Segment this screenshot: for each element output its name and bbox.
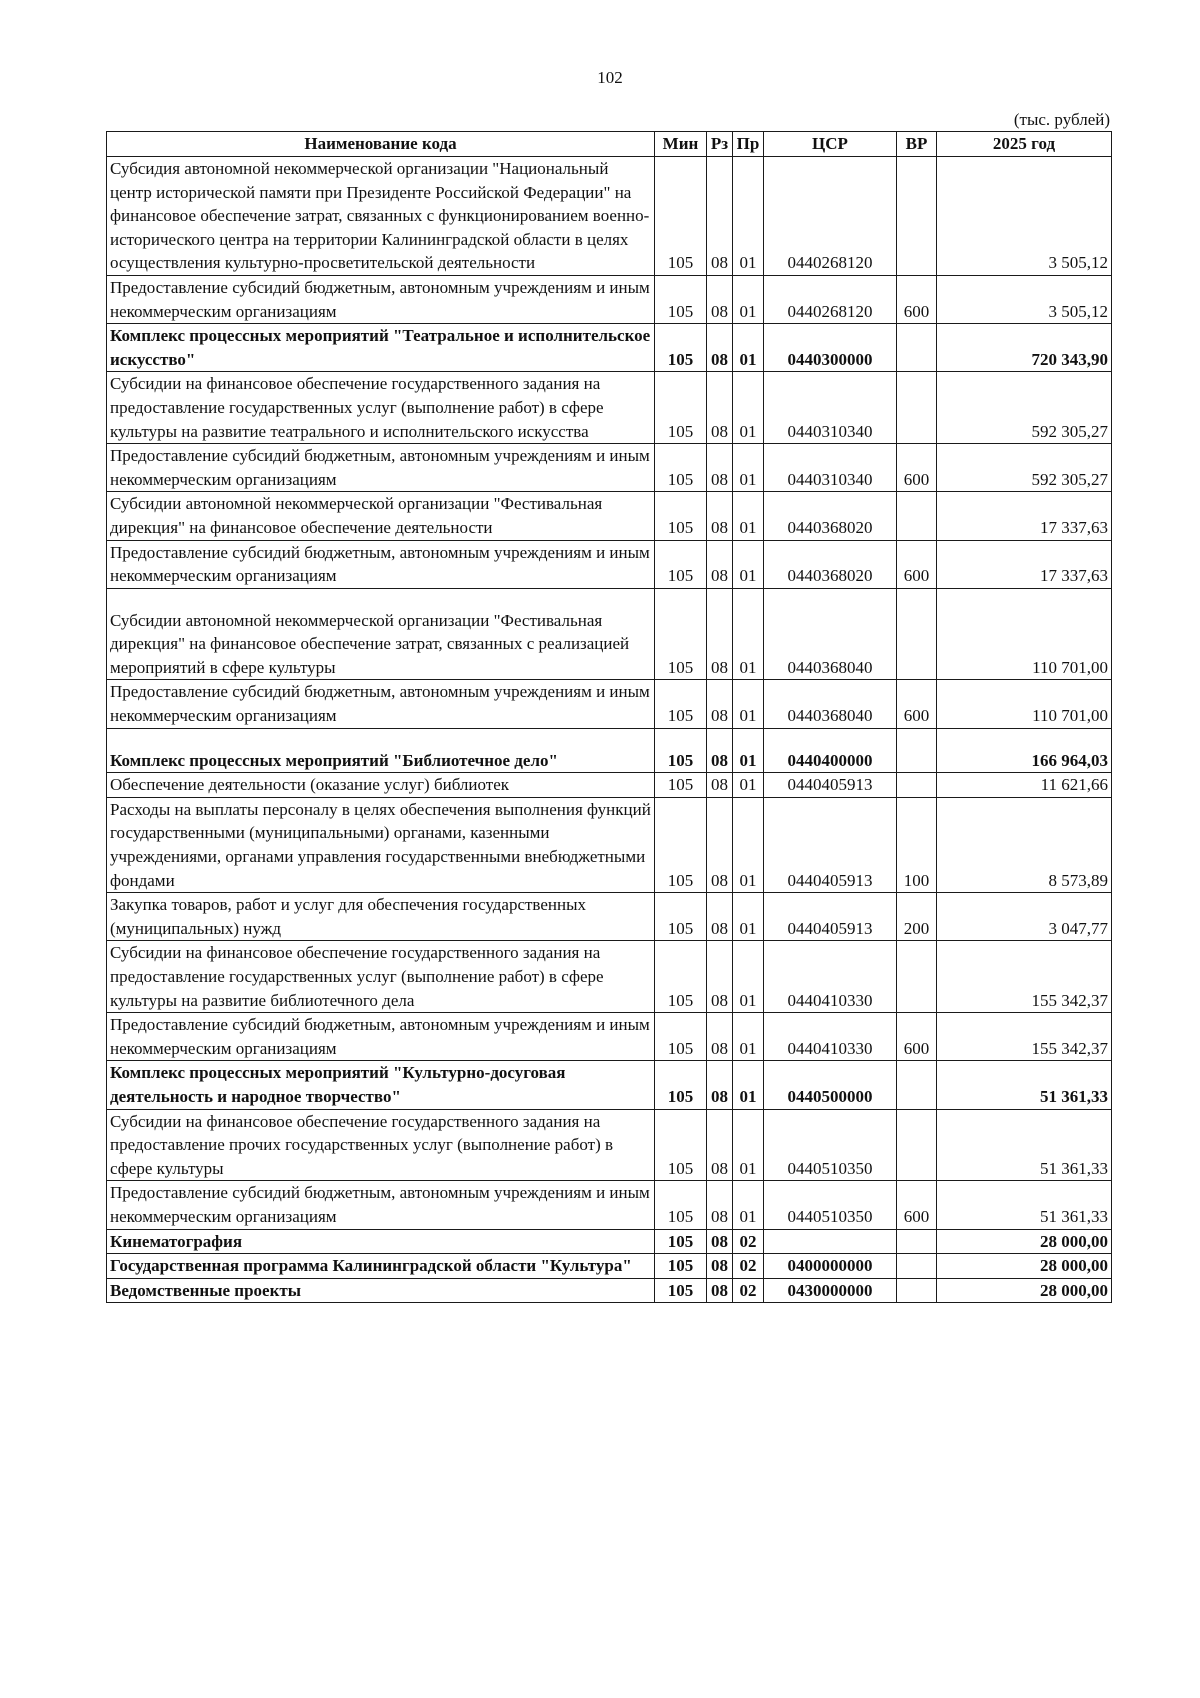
row-amount: 110 701,00 [937, 588, 1112, 680]
row-vr [897, 1278, 937, 1303]
row-amount: 17 337,63 [937, 492, 1112, 540]
table-row [107, 893, 1112, 941]
row-min: 105 [655, 588, 707, 680]
row-name: Субсидии автономной некоммерческой организации "Фестивальная дирекция" на финансовое обеспечение деятельности [107, 492, 655, 540]
row-vr [897, 157, 937, 276]
row-rz: 08 [707, 1061, 733, 1109]
row-name: Государственная программа Калининградской области "Культура" [107, 1254, 655, 1279]
page-number: 102 [597, 68, 623, 87]
row-min: 105 [655, 540, 707, 588]
row-vr [897, 1061, 937, 1109]
row-name: Предоставление субсидий бюджетным, автономным учреждениям и иным некоммерческим организациям [107, 1181, 655, 1229]
row-amount: 28 000,00 [937, 1254, 1112, 1279]
row-min: 105 [655, 1229, 707, 1254]
row-pr: 01 [733, 588, 764, 680]
row-csr: 0440368020 [764, 492, 897, 540]
column-header-name: Наименование кода [107, 132, 655, 157]
row-name: Субсидии на финансовое обеспечение государственного задания на предоставление государственных услуг (выполнение работ) в сфере культуры на развитие библиотечного дела [107, 941, 655, 1013]
table-row [107, 444, 1112, 492]
table-row [107, 680, 1112, 728]
row-amount: 3 047,77 [937, 893, 1112, 941]
row-pr: 02 [733, 1254, 764, 1279]
row-csr: 0440268120 [764, 157, 897, 276]
column-header-rz: Рз [707, 132, 733, 157]
row-name: Комплекс процессных мероприятий "Культурно-досуговая деятельность и народное творчество" [107, 1061, 655, 1109]
row-amount: 592 305,27 [937, 372, 1112, 444]
column-header-min: Мин [655, 132, 707, 157]
row-csr: 0440410330 [764, 1013, 897, 1061]
row-amount: 155 342,37 [937, 1013, 1112, 1061]
row-vr: 600 [897, 540, 937, 588]
row-pr: 01 [733, 728, 764, 773]
row-rz: 08 [707, 1254, 733, 1279]
table-row [107, 492, 1112, 540]
table-row [107, 1181, 1112, 1229]
row-min: 105 [655, 728, 707, 773]
table-row [107, 1278, 1112, 1303]
row-name: Предоставление субсидий бюджетным, автономным учреждениям и иным некоммерческим организациям [107, 1013, 655, 1061]
row-vr [897, 1254, 937, 1279]
table-header-row [107, 132, 1112, 157]
row-min: 105 [655, 1109, 707, 1181]
row-csr: 0440405913 [764, 797, 897, 892]
table-row [107, 1013, 1112, 1061]
row-vr [897, 1109, 937, 1181]
row-pr: 02 [733, 1278, 764, 1303]
column-header-pr: Пр [733, 132, 764, 157]
row-csr: 0440510350 [764, 1181, 897, 1229]
row-pr: 02 [733, 1229, 764, 1254]
row-amount: 3 505,12 [937, 275, 1112, 323]
row-name: Предоставление субсидий бюджетным, автономным учреждениям и иным некоммерческим организациям [107, 680, 655, 728]
row-csr: 0440368020 [764, 540, 897, 588]
row-rz: 08 [707, 275, 733, 323]
row-amount: 720 343,90 [937, 324, 1112, 372]
row-csr: 0440410330 [764, 941, 897, 1013]
row-rz: 08 [707, 1181, 733, 1229]
row-csr: 0440405913 [764, 893, 897, 941]
table-row [107, 372, 1112, 444]
row-vr: 600 [897, 1181, 937, 1229]
row-vr: 600 [897, 1013, 937, 1061]
table-row [107, 773, 1112, 798]
table-row [107, 728, 1112, 773]
row-name: Предоставление субсидий бюджетным, автономным учреждениям и иным некоммерческим организациям [107, 275, 655, 323]
row-name: Субсидия автономной некоммерческой организации "Национальный центр исторической памяти при Президенте Российской Федерации" на финансовое обеспечение затрат, связанных с функционированием военно-исторического центра на территории Калининградской области в целях осуществления культурно-просветительской деятельности [107, 157, 655, 276]
row-min: 105 [655, 1254, 707, 1279]
row-csr: 0440368040 [764, 588, 897, 680]
row-name: Субсидии на финансовое обеспечение государственного задания на предоставление государственных услуг (выполнение работ) в сфере культуры на развитие театрального и исполнительского искусства [107, 372, 655, 444]
table-row [107, 1254, 1112, 1279]
table-row [107, 324, 1112, 372]
row-vr [897, 324, 937, 372]
row-pr: 01 [733, 680, 764, 728]
row-csr: 0440310340 [764, 444, 897, 492]
table-row [107, 588, 1112, 680]
table-row [107, 1061, 1112, 1109]
row-rz: 08 [707, 773, 733, 798]
row-rz: 08 [707, 324, 733, 372]
row-rz: 08 [707, 372, 733, 444]
row-vr [897, 588, 937, 680]
row-amount: 3 505,12 [937, 157, 1112, 276]
row-rz: 08 [707, 157, 733, 276]
row-rz: 08 [707, 680, 733, 728]
row-rz: 08 [707, 1278, 733, 1303]
row-csr: 0440405913 [764, 773, 897, 798]
row-min: 105 [655, 1013, 707, 1061]
row-amount: 110 701,00 [937, 680, 1112, 728]
row-name: Комплекс процессных мероприятий "Библиотечное дело" [107, 728, 655, 773]
row-vr: 600 [897, 275, 937, 323]
row-name: Комплекс процессных мероприятий "Театральное и исполнительское искусство" [107, 324, 655, 372]
table-row [107, 797, 1112, 892]
row-pr: 01 [733, 540, 764, 588]
row-name: Кинематография [107, 1229, 655, 1254]
row-amount: 51 361,33 [937, 1109, 1112, 1181]
row-rz: 08 [707, 492, 733, 540]
table-row [107, 941, 1112, 1013]
table-row [107, 1229, 1112, 1254]
row-pr: 01 [733, 1109, 764, 1181]
row-min: 105 [655, 444, 707, 492]
row-rz: 08 [707, 1229, 733, 1254]
row-pr: 01 [733, 372, 764, 444]
row-amount: 592 305,27 [937, 444, 1112, 492]
row-rz: 08 [707, 588, 733, 680]
row-pr: 01 [733, 492, 764, 540]
row-name: Обеспечение деятельности (оказание услуг) библиотек [107, 773, 655, 798]
row-amount: 28 000,00 [937, 1229, 1112, 1254]
row-vr: 200 [897, 893, 937, 941]
row-min: 105 [655, 1061, 707, 1109]
row-min: 105 [655, 157, 707, 276]
row-csr: 0440368040 [764, 680, 897, 728]
row-rz: 08 [707, 1109, 733, 1181]
row-name: Ведомственные проекты [107, 1278, 655, 1303]
row-csr: 0400000000 [764, 1254, 897, 1279]
row-csr: 0440300000 [764, 324, 897, 372]
row-vr [897, 728, 937, 773]
row-pr: 01 [733, 275, 764, 323]
row-amount: 8 573,89 [937, 797, 1112, 892]
row-vr [897, 1229, 937, 1254]
row-amount: 11 621,66 [937, 773, 1112, 798]
column-header-year: 2025 год [937, 132, 1112, 157]
row-name: Предоставление субсидий бюджетным, автономным учреждениям и иным некоммерческим организациям [107, 540, 655, 588]
row-min: 105 [655, 372, 707, 444]
row-amount: 155 342,37 [937, 941, 1112, 1013]
row-rz: 08 [707, 728, 733, 773]
row-csr [764, 1229, 897, 1254]
row-pr: 01 [733, 773, 764, 798]
table-row [107, 157, 1112, 276]
row-csr: 0440268120 [764, 275, 897, 323]
row-rz: 08 [707, 941, 733, 1013]
row-vr: 600 [897, 680, 937, 728]
row-rz: 08 [707, 1013, 733, 1061]
table-row [107, 540, 1112, 588]
row-vr [897, 372, 937, 444]
row-csr: 0440400000 [764, 728, 897, 773]
row-pr: 01 [733, 444, 764, 492]
row-amount: 166 964,03 [937, 728, 1112, 773]
row-min: 105 [655, 275, 707, 323]
row-rz: 08 [707, 893, 733, 941]
row-min: 105 [655, 797, 707, 892]
row-name: Расходы на выплаты персоналу в целях обеспечения выполнения функций государственными (муниципальными) органами, казенными учреждениями, органами управления государственными внебюджетными фондами [107, 797, 655, 892]
row-amount: 17 337,63 [937, 540, 1112, 588]
row-csr: 0440500000 [764, 1061, 897, 1109]
row-vr [897, 492, 937, 540]
row-min: 105 [655, 1278, 707, 1303]
row-min: 105 [655, 492, 707, 540]
row-pr: 01 [733, 324, 764, 372]
row-vr [897, 941, 937, 1013]
column-header-csr: ЦСР [764, 132, 897, 157]
row-pr: 01 [733, 797, 764, 892]
row-name: Субсидии автономной некоммерческой организации "Фестивальная дирекция" на финансовое обеспечение затрат, связанных с реализацией мероприятий в сфере культуры [107, 588, 655, 680]
row-pr: 01 [733, 941, 764, 1013]
row-rz: 08 [707, 444, 733, 492]
row-csr: 0440510350 [764, 1109, 897, 1181]
row-amount: 28 000,00 [937, 1278, 1112, 1303]
row-min: 105 [655, 941, 707, 1013]
row-name: Закупка товаров, работ и услуг для обеспечения государственных (муниципальных) нужд [107, 893, 655, 941]
row-pr: 01 [733, 1061, 764, 1109]
row-name: Субсидии на финансовое обеспечение государственного задания на предоставление прочих государственных услуг (выполнение работ) в сфере культуры [107, 1109, 655, 1181]
row-min: 105 [655, 324, 707, 372]
row-pr: 01 [733, 1013, 764, 1061]
row-vr: 100 [897, 797, 937, 892]
row-amount: 51 361,33 [937, 1181, 1112, 1229]
row-vr: 600 [897, 444, 937, 492]
row-name: Предоставление субсидий бюджетным, автономным учреждениям и иным некоммерческим организациям [107, 444, 655, 492]
row-vr [897, 773, 937, 798]
table-row [107, 275, 1112, 323]
row-rz: 08 [707, 797, 733, 892]
budget-table [106, 131, 1112, 1303]
row-min: 105 [655, 680, 707, 728]
units-note: (тыс. рублей) [1013, 110, 1110, 129]
table-row [107, 1109, 1112, 1181]
row-csr: 0440310340 [764, 372, 897, 444]
row-csr: 0430000000 [764, 1278, 897, 1303]
row-pr: 01 [733, 157, 764, 276]
row-rz: 08 [707, 540, 733, 588]
row-pr: 01 [733, 1181, 764, 1229]
row-min: 105 [655, 1181, 707, 1229]
row-min: 105 [655, 893, 707, 941]
column-header-vr: ВР [897, 132, 937, 157]
row-amount: 51 361,33 [937, 1061, 1112, 1109]
row-pr: 01 [733, 893, 764, 941]
row-min: 105 [655, 773, 707, 798]
